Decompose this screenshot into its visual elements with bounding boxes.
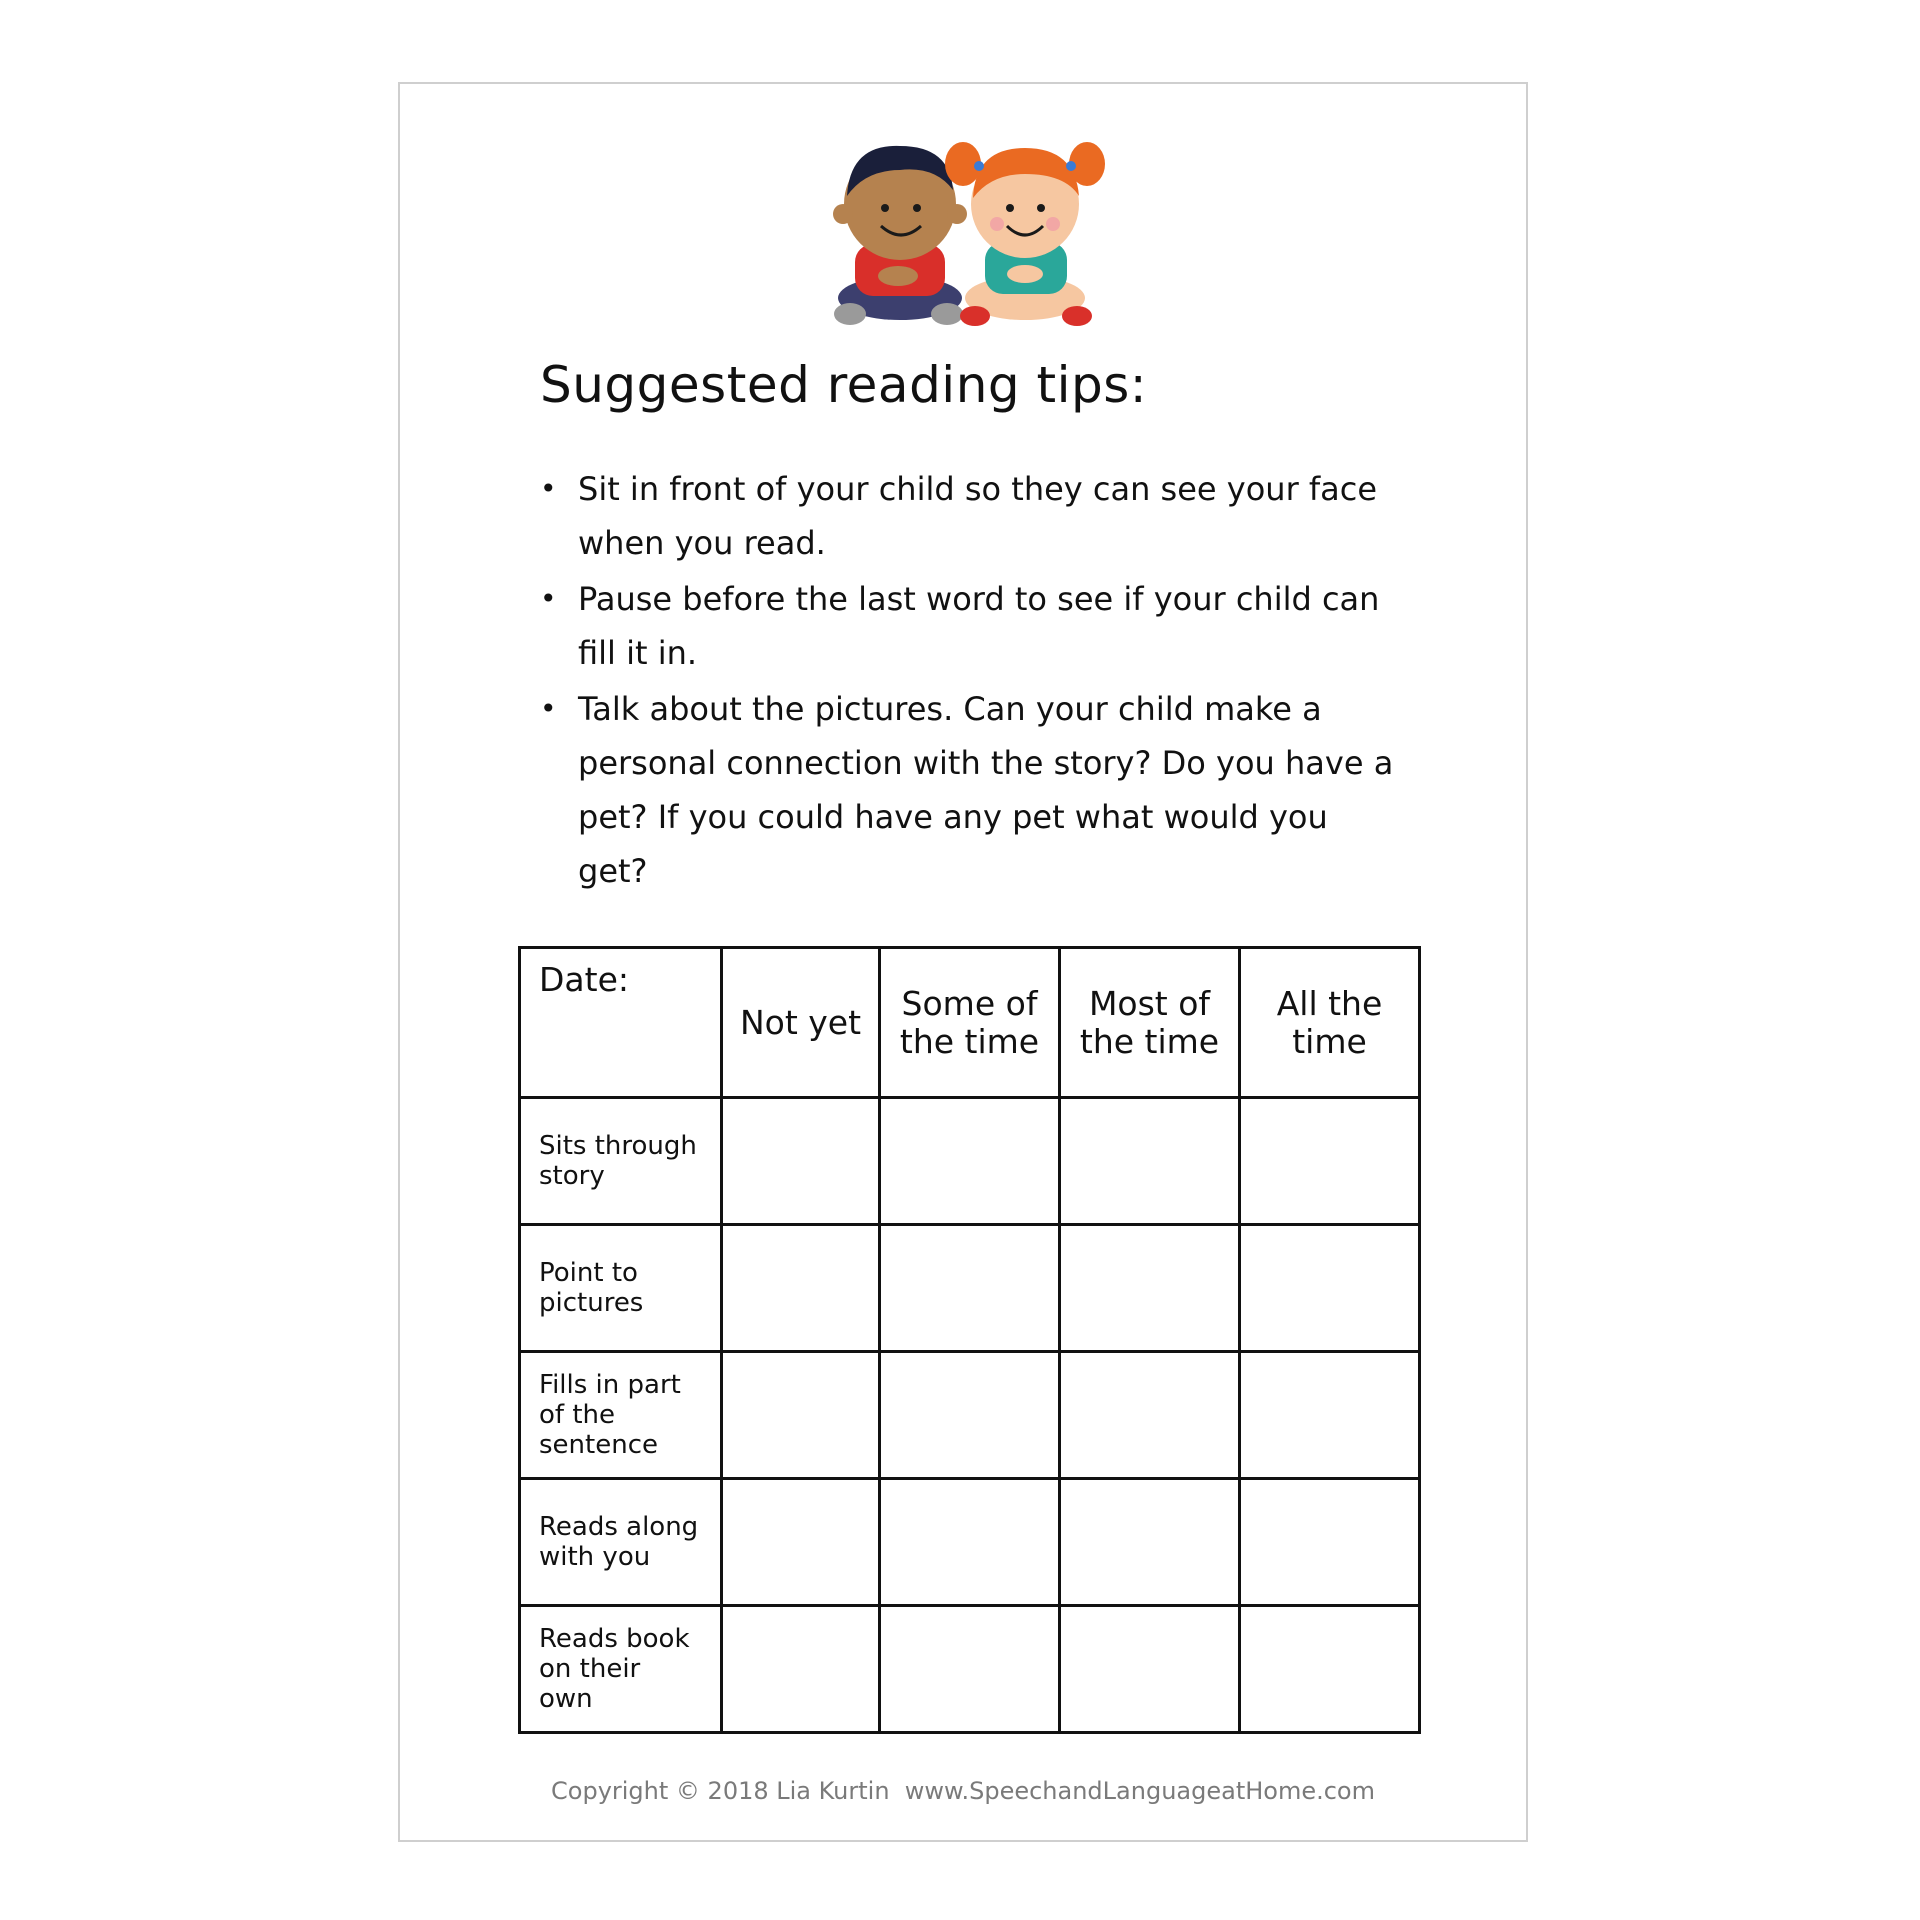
check-cell[interactable] [1060,1098,1240,1225]
row-label: Reads along with you [520,1479,722,1606]
check-cell[interactable] [722,1225,880,1352]
check-cell[interactable] [722,1606,880,1733]
column-header-not-yet: Not yet [722,948,880,1098]
worksheet-page [398,82,1528,1842]
row-label: Sits through story [520,1098,722,1225]
progress-table [518,946,1421,1734]
tip-text: Talk about the pictures. Can your child make a personal connection with the story? Do you have a pet? If you could have any pet what would you get? [578,690,1394,890]
check-cell[interactable] [880,1225,1060,1352]
column-header-most-of-the-time: Most of the time [1060,948,1240,1098]
page-title: Suggested reading tips: [540,356,1148,414]
check-cell[interactable] [880,1606,1060,1733]
reading-tips-list [540,462,1400,898]
row-label: Reads book on their own [520,1606,722,1733]
check-cell[interactable] [1060,1479,1240,1606]
column-header-some-of-the-time: Some of the time [880,948,1060,1098]
bullet-icon: • [540,472,557,505]
tip-text: Sit in front of your child so they can see your face when you read. [578,470,1378,562]
copyright-footer: Copyright © 2018 Lia Kurtin www.SpeechandLanguageatHome.com [551,1777,1375,1805]
tip-text: Pause before the last word to see if your child can fill it in. [578,580,1380,672]
check-cell[interactable] [722,1479,880,1606]
check-cell[interactable] [880,1479,1060,1606]
row-label: Point to pictures [520,1225,722,1352]
bullet-icon: • [540,582,557,615]
bullet-icon: • [540,692,557,725]
check-cell[interactable] [1240,1606,1420,1733]
table-row [520,1098,1420,1225]
date-header: Date: [520,948,722,1098]
tip-item [540,462,1400,570]
column-header-all-the-time: All the time [1240,948,1420,1098]
check-cell[interactable] [880,1352,1060,1479]
table-row [520,1479,1420,1606]
check-cell[interactable] [1240,1352,1420,1479]
check-cell[interactable] [722,1098,880,1225]
table-header-row [520,948,1420,1098]
row-label: Fills in part of the sentence [520,1352,722,1479]
table-row [520,1225,1420,1352]
check-cell[interactable] [880,1098,1060,1225]
tip-item [540,682,1400,898]
check-cell[interactable] [722,1352,880,1479]
tip-item [540,572,1400,680]
check-cell[interactable] [1240,1479,1420,1606]
check-cell[interactable] [1060,1225,1240,1352]
check-cell[interactable] [1060,1606,1240,1733]
check-cell[interactable] [1240,1098,1420,1225]
check-cell[interactable] [1060,1352,1240,1479]
table-row [520,1352,1420,1479]
table-row [520,1606,1420,1733]
girl-figure [945,142,1105,326]
children-illustration [795,126,1115,336]
check-cell[interactable] [1240,1225,1420,1352]
